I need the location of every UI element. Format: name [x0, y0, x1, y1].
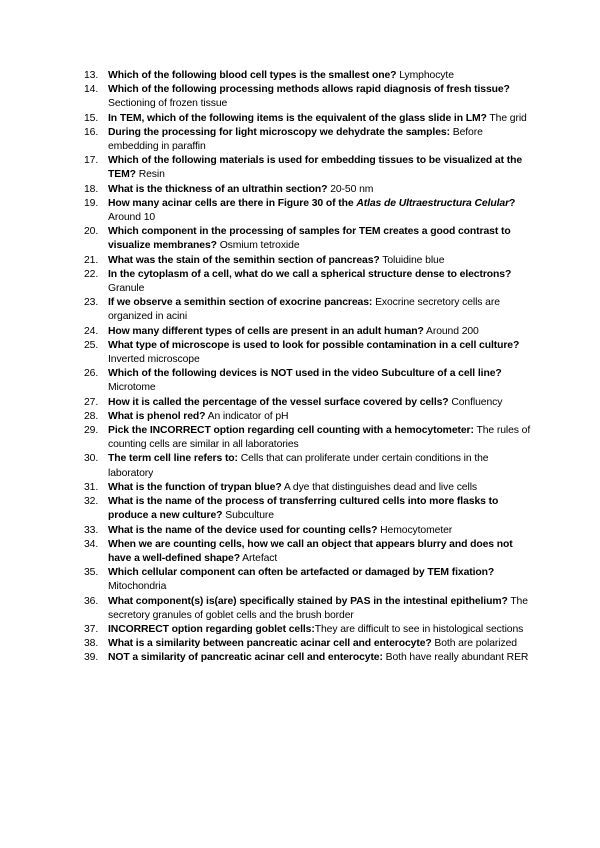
item-number: 26. [84, 368, 99, 380]
question-text: How many different types of cells are present in an adult human? [108, 325, 424, 337]
question-text: In TEM, which of the following items is the equivalent of the glass slide in LM? [108, 112, 487, 124]
list-item [84, 325, 534, 339]
item-number: 23. [84, 297, 99, 309]
item-number: 35. [84, 567, 99, 579]
list-item [84, 481, 534, 495]
question-text: What is the name of the device used for counting cells? [108, 524, 378, 536]
item-number: 16. [84, 126, 99, 138]
question-text: Which of the following blood cell types is the smallest one? [108, 70, 397, 81]
question-text: Which of the following processing methods allows rapid diagnosis of fresh tissue? [108, 84, 510, 96]
list-item [84, 424, 534, 452]
answer-text: Toluidine blue [382, 254, 445, 266]
item-number: 19. [84, 197, 99, 209]
answer-text: Cells that can proliferate under certain conditions in the laboratory [108, 453, 489, 479]
answer-text: Before embedding in paraffin [108, 126, 483, 153]
list-item [84, 69, 534, 83]
item-number: 25. [84, 339, 99, 351]
question-text: Which component in the processing of samples for TEM creates a good contrast to visualize membranes? [108, 226, 511, 252]
answer-text: Inverted microscope [108, 354, 200, 366]
answer-text: Subculture [225, 510, 274, 522]
answer-text: Both have really abundant RER [385, 652, 529, 664]
list-item [84, 197, 534, 225]
item-number: 38. [84, 638, 99, 650]
answer-text: 20-50 nm [330, 183, 374, 195]
item-number: 31. [84, 481, 99, 493]
item-number: 20. [84, 226, 99, 238]
question-text: The term cell line refers to: [108, 453, 238, 465]
list-item [84, 225, 534, 253]
list-item [84, 296, 534, 324]
question-text: Pick the INCORRECT option regarding cell counting with a hemocytometer: [108, 425, 474, 437]
item-number: 21. [84, 254, 99, 266]
question-text: What is phenol red? [108, 410, 206, 422]
item-number: 17. [84, 155, 99, 167]
answer-text: A dye that distinguishes dead and live cells [283, 481, 477, 493]
question-text-pre: How many acinar cells are there in Figure 30 of the [108, 197, 354, 209]
question-text: What was the stain of the semithin section of pancreas? [108, 254, 380, 266]
question-text: During the processing for light microscopy we dehydrate the samples: [108, 126, 450, 138]
answer-text: Sectioning of frozen tissue [108, 98, 228, 110]
question-text: In the cytoplasm of a cell, what do we call a spherical structure dense to electrons? [108, 268, 512, 280]
question-text: If we observe a semithin section of exocrine pancreas: [108, 297, 373, 309]
answer-text: Hemocytometer [380, 524, 453, 536]
list-item [84, 651, 534, 665]
question-text: What is a similarity between pancreatic acinar cell and enterocyte? [108, 638, 432, 650]
item-number: 24. [84, 325, 99, 337]
item-number: 39. [84, 652, 99, 664]
item-number: 30. [84, 453, 99, 465]
item-number: 34. [84, 538, 99, 550]
item-number: 14. [84, 84, 99, 96]
list-item [84, 396, 534, 410]
question-text: Which cellular component can often be artefacted or damaged by TEM fixation? [108, 567, 495, 579]
answer-text: Osmium tetroxide [219, 240, 300, 252]
answer-text: Confluency [451, 396, 503, 408]
list-item [84, 495, 534, 523]
list-item [84, 524, 534, 538]
answer-text: Exocrine secretory cells are organized in acini [108, 297, 500, 323]
answer-text: Lymphocyte [399, 70, 454, 81]
list-item [84, 566, 534, 594]
list-item [84, 339, 534, 367]
question-text: Which of the following materials is used for embedding tissues to be visualized at the TEM? [108, 155, 523, 181]
item-number: 29. [84, 425, 99, 437]
item-number: 28. [84, 410, 99, 422]
question-text: What is the function of trypan blue? [108, 481, 282, 493]
question-text: INCORRECT option regarding goblet cells: [108, 623, 315, 635]
question-text: What is the name of the process of transferring cultured cells into more flasks to produce a new culture? [108, 496, 499, 522]
answer-text: The grid [489, 112, 527, 124]
question-text-post: ? [509, 197, 516, 209]
item-number: 15. [84, 112, 99, 124]
list-item [84, 254, 534, 268]
list-item [84, 367, 534, 395]
answer-text: Artefact [242, 552, 278, 564]
answer-text: Microtome [108, 382, 156, 394]
question-text: What type of microscope is used to look for possible contamination in a cell culture? [108, 339, 520, 351]
list-item [84, 538, 534, 566]
item-number: 22. [84, 268, 99, 280]
list-item [84, 83, 534, 111]
item-number: 37. [84, 623, 99, 635]
answer-text: They are difficult to see in histological sections [314, 623, 524, 635]
list-item [84, 410, 534, 424]
list-item [84, 452, 534, 480]
answer-text: Around 200 [426, 325, 479, 337]
question-text: What component(s) is(are) specifically stained by PAS in the intestinal epithelium? [108, 595, 508, 607]
item-number: 36. [84, 595, 99, 607]
list-item [84, 154, 534, 182]
list-item [84, 637, 534, 651]
item-number: 27. [84, 396, 99, 408]
item-number: 18. [84, 183, 99, 195]
question-text [108, 198, 515, 209]
answer-text: The rules of counting cells are similar in all laboratories [108, 425, 531, 451]
book-title: Atlas de Ultraestructura Celular [356, 197, 510, 209]
question-text: When we are counting cells, how we call an object that appears blurry and does not have a well-defined shape? [108, 538, 513, 564]
answer-text: The secretory granules of goblet cells and the brush border [108, 595, 528, 621]
list-item [84, 183, 534, 197]
item-number: 33. [84, 524, 99, 536]
question-text: NOT a similarity of pancreatic acinar cell and enterocyte: [108, 652, 383, 664]
list-item [84, 112, 534, 126]
item-number: 32. [84, 496, 99, 508]
list-item [84, 268, 534, 296]
answer-text: Mitochondria [108, 581, 167, 593]
question-list [84, 69, 534, 666]
answer-text: An indicator of pH [207, 410, 289, 422]
answer-text: Granule [108, 283, 145, 295]
list-item [84, 126, 534, 154]
answer-text: Around 10 [108, 212, 156, 224]
item-number: 13. [84, 70, 99, 81]
answer-text: Both are polarized [434, 638, 517, 650]
list-item [84, 595, 534, 623]
question-text: Which of the following devices is NOT used in the video Subculture of a cell line? [108, 368, 502, 380]
answer-text: Resin [138, 169, 165, 181]
question-text: What is the thickness of an ultrathin section? [108, 183, 328, 195]
list-item [84, 623, 534, 637]
question-text: How it is called the percentage of the vessel surface covered by cells? [108, 396, 449, 408]
